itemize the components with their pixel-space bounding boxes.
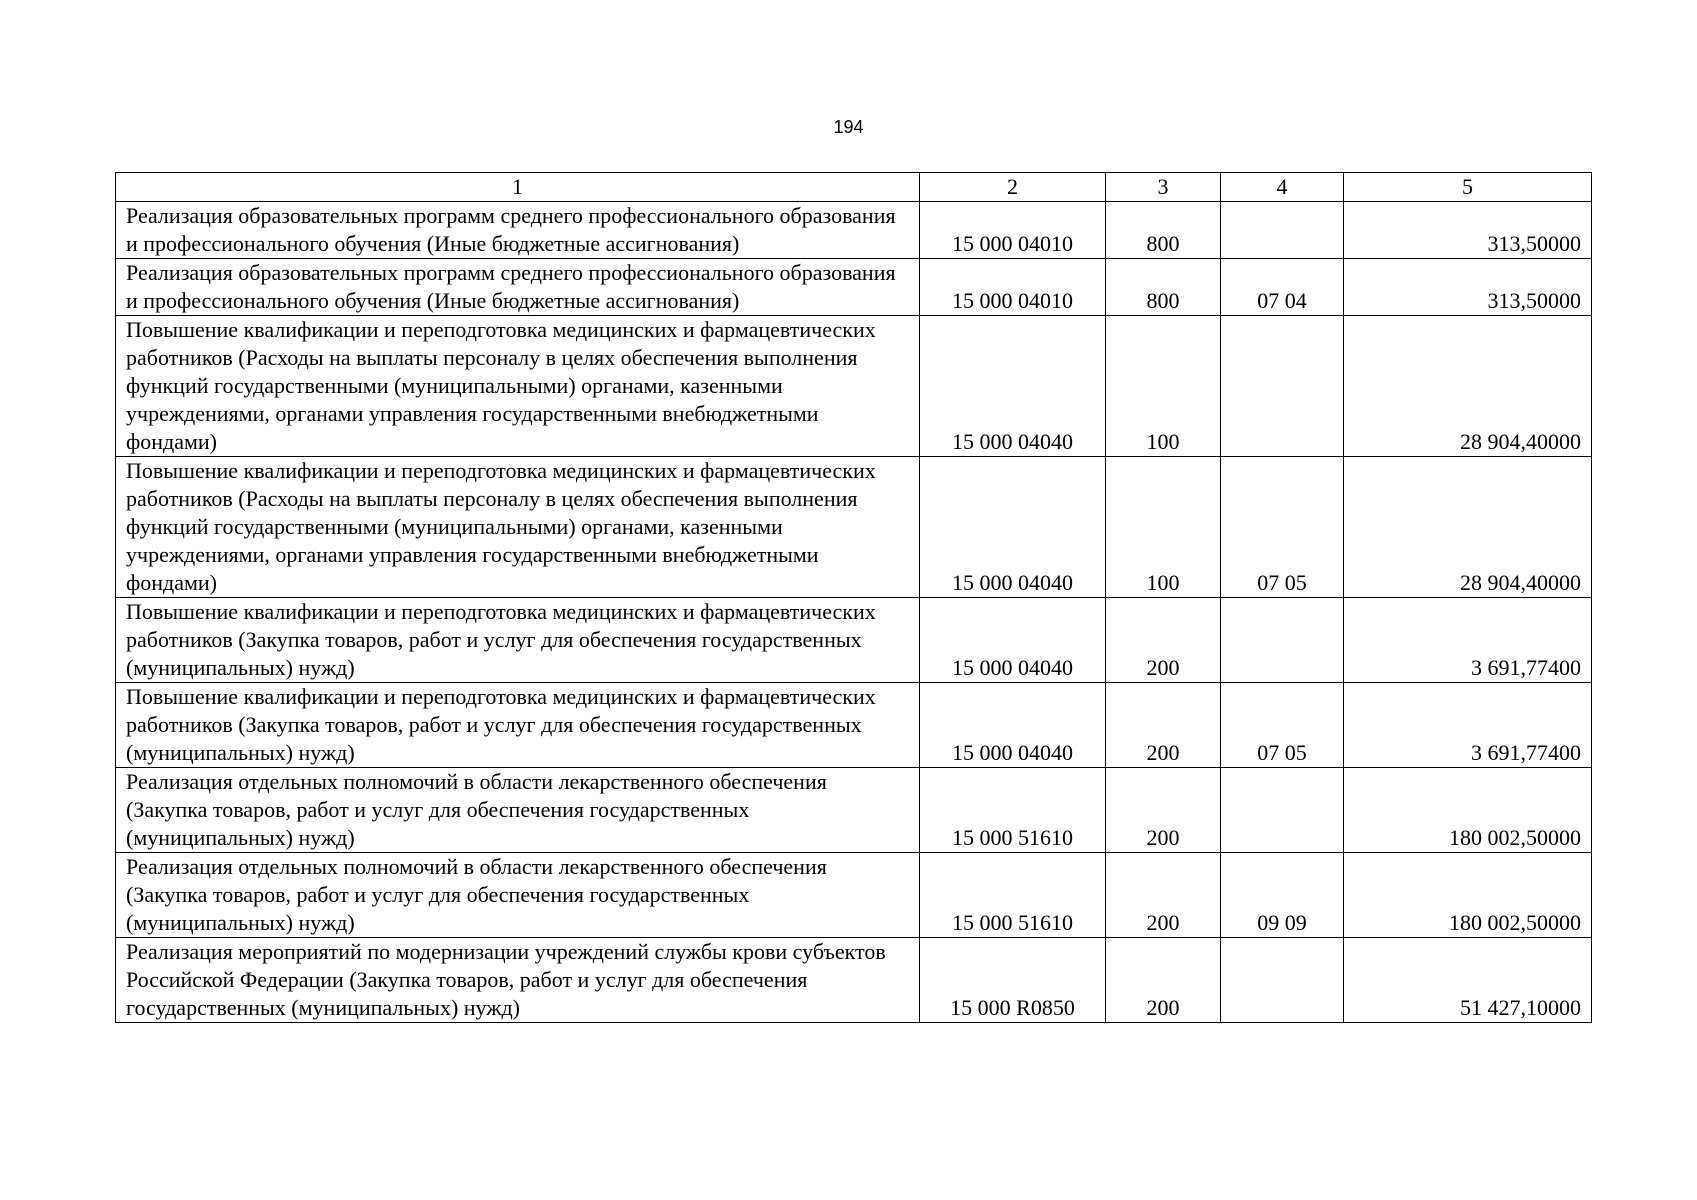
- row-type: 200: [1106, 598, 1221, 683]
- header-row: [116, 173, 1592, 202]
- row-amount: 180 002,50000: [1344, 768, 1592, 853]
- row-amount: 28 904,40000: [1344, 316, 1592, 457]
- row-amount: 313,50000: [1344, 259, 1592, 316]
- row-code: 15 000 04010: [920, 202, 1106, 259]
- row-section: 07 04: [1221, 259, 1344, 316]
- row-code: 15 000 R0850: [920, 938, 1106, 1023]
- row-code: 15 000 04040: [920, 598, 1106, 683]
- table-row: [116, 768, 1592, 853]
- row-type: 800: [1106, 259, 1221, 316]
- row-code: 15 000 51610: [920, 853, 1106, 938]
- table-row: [116, 853, 1592, 938]
- row-amount: 51 427,10000: [1344, 938, 1592, 1023]
- row-amount: 180 002,50000: [1344, 853, 1592, 938]
- row-code: 15 000 04040: [920, 683, 1106, 768]
- header-cell-2: 2: [920, 173, 1106, 202]
- row-section: [1221, 598, 1344, 683]
- row-code: 15 000 04040: [920, 457, 1106, 598]
- row-amount: 3 691,77400: [1344, 683, 1592, 768]
- row-section: [1221, 768, 1344, 853]
- table-row: [116, 938, 1592, 1023]
- row-section: 07 05: [1221, 683, 1344, 768]
- row-type: 100: [1106, 316, 1221, 457]
- budget-table: [115, 172, 1592, 1023]
- row-description: Повышение квалификации и переподготовка медицинских и фармацевтических работников (Расходы на выплаты персоналу в целях обеспечения выполнения функций государственными (муниципальными) органами, казенными учреждениями, органами управления государственными внебюджетными фондами): [116, 457, 920, 598]
- table-row: [116, 202, 1592, 259]
- row-type: 200: [1106, 683, 1221, 768]
- table-row: [116, 598, 1592, 683]
- row-type: 200: [1106, 938, 1221, 1023]
- table-row: [116, 316, 1592, 457]
- row-amount: 313,50000: [1344, 202, 1592, 259]
- header-cell-5: 5: [1344, 173, 1592, 202]
- table-row: [116, 683, 1592, 768]
- table-row: [116, 259, 1592, 316]
- row-type: 800: [1106, 202, 1221, 259]
- row-description: Реализация образовательных программ среднего профессионального образования и профессионального обучения (Иные бюджетные ассигнования): [116, 202, 920, 259]
- row-section: [1221, 202, 1344, 259]
- row-code: 15 000 51610: [920, 768, 1106, 853]
- row-section: [1221, 938, 1344, 1023]
- table-row: [116, 457, 1592, 598]
- header-cell-3: 3: [1106, 173, 1221, 202]
- row-section: 09 09: [1221, 853, 1344, 938]
- row-description: Реализация отдельных полномочий в области лекарственного обеспечения (Закупка товаров, работ и услуг для обеспечения государственных (муниципальных) нужд): [116, 768, 920, 853]
- row-section: 07 05: [1221, 457, 1344, 598]
- header-cell-1: 1: [116, 173, 920, 202]
- row-description: Реализация мероприятий по модернизации учреждений службы крови субъектов Российской Федерации (Закупка товаров, работ и услуг для обеспечения государственных (муниципальных) нужд): [116, 938, 920, 1023]
- row-section: [1221, 316, 1344, 457]
- page-number: 194: [833, 117, 864, 137]
- row-amount: 3 691,77400: [1344, 598, 1592, 683]
- row-description: Повышение квалификации и переподготовка медицинских и фармацевтических работников (Закупка товаров, работ и услуг для обеспечения государственных (муниципальных) нужд): [116, 598, 920, 683]
- row-type: 100: [1106, 457, 1221, 598]
- row-code: 15 000 04040: [920, 316, 1106, 457]
- row-code: 15 000 04010: [920, 259, 1106, 316]
- row-description: Реализация образовательных программ среднего профессионального образования и профессионального обучения (Иные бюджетные ассигнования): [116, 259, 920, 316]
- row-type: 200: [1106, 768, 1221, 853]
- header-cell-4: 4: [1221, 173, 1344, 202]
- row-description: Повышение квалификации и переподготовка медицинских и фармацевтических работников (Закупка товаров, работ и услуг для обеспечения государственных (муниципальных) нужд): [116, 683, 920, 768]
- row-amount: 28 904,40000: [1344, 457, 1592, 598]
- row-description: Реализация отдельных полномочий в области лекарственного обеспечения (Закупка товаров, работ и услуг для обеспечения государственных (муниципальных) нужд): [116, 853, 920, 938]
- row-description: Повышение квалификации и переподготовка медицинских и фармацевтических работников (Расходы на выплаты персоналу в целях обеспечения выполнения функций государственными (муниципальными) органами, казенными учреждениями, органами управления государственными внебюджетными фондами): [116, 316, 920, 457]
- row-type: 200: [1106, 853, 1221, 938]
